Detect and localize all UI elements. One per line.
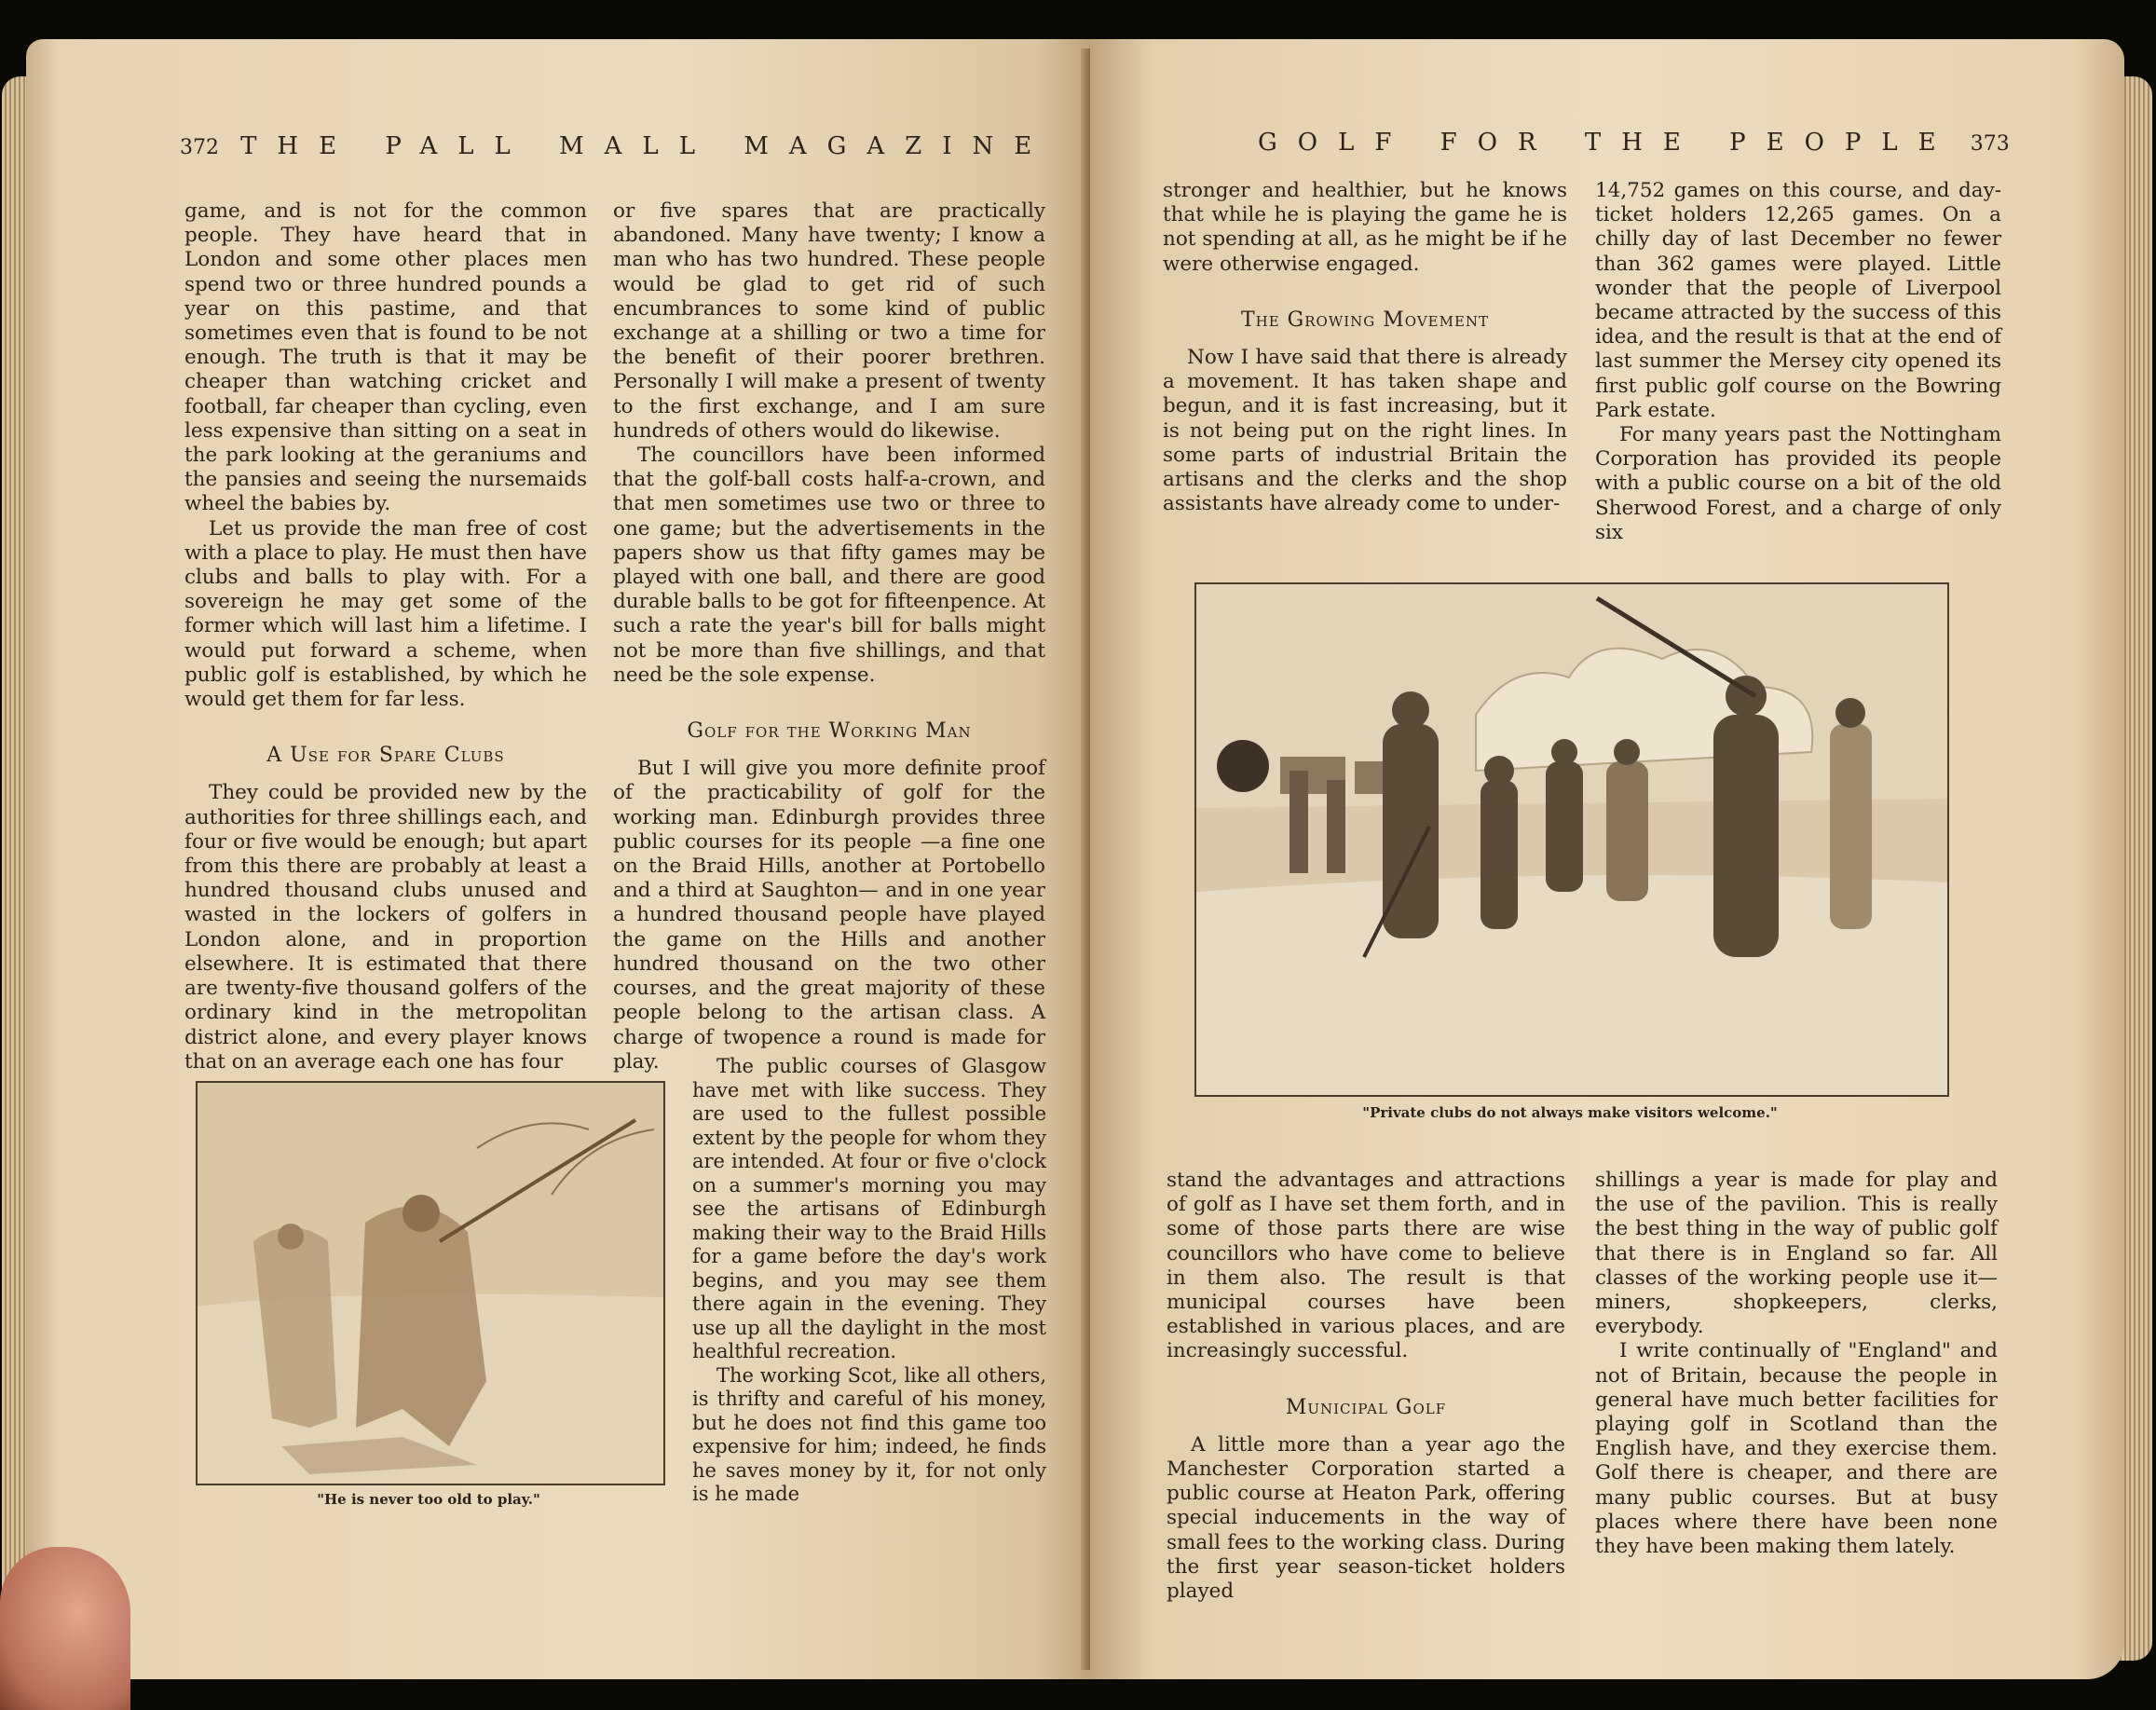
illustration-golf-course-group	[1194, 582, 1949, 1097]
open-book	[0, 21, 2156, 1698]
right-column-2-top	[1595, 179, 2001, 545]
paragraph: or five spares that are practically abandoned. Many have twenty; I know a man who has two hundred. These people would be glad to get rid of such encumbrances to some kind of public exchange at a shilling or two a time for the benefit of their poorer brethren. Personally I will make a present of twenty to the first exchange, and I am sure hundreds of others would do likewise.	[613, 199, 1045, 443]
paragraph: I write continually of "England" and not of Britain, because the people in general have much better facilities for playing golf in Scotland than the English have, and they exercise them. Golf there is cheaper, and there are many public courses. But at busy places where there have been none they have been making them lately.	[1595, 1339, 1998, 1559]
running-head: THE PALL MALL MAGAZINE	[240, 132, 1053, 160]
left-header	[180, 132, 1052, 160]
right-column-1-top	[1163, 179, 1567, 516]
right-column-1-bottom	[1167, 1169, 1565, 1604]
paragraph: The public courses of Glasgow have met with like success. They are used to the fullest possible extent by the people for whom they are intended. At four or five o'clock on a summer's morning you may see the artisans of Edinburgh making their way to the Braid Hills for a game before the day's work begins, and you may see them there again in the evening. They use up all the daylight in the most healthful recreation.	[692, 1055, 1046, 1362]
paragraph: stand the advantages and attractions of golf as I have set them forth, and in some of those parts there are wise councillors who have come to believe in them also. The result is that municipal courses have been established in various places, and are increasingly successful.	[1167, 1169, 1565, 1363]
paragraph: But I will give you more definite proof of the practicability of golf for the working man. Edinburgh provides three public courses for its people —a fine one on the Braid Hills, another at Portobello and a third at Saughton— and in one year a hundred thousand people have played the game on the Hills and another hundred thousand on the two other courses, and the great majority of these people belong to the artisan class. A charge of twopence a round is made for play.	[613, 757, 1045, 1074]
golf-group-sketch	[1196, 584, 1947, 1095]
paragraph: 14,752 games on this course, and day-ticket holders 12,265 games. On a chilly day of last December no fewer than 362 games were played. Little wonder that the people of Liverpool became attracted by the success of this idea, and the result is that at the end of last summer the Mersey city opened its first public golf course on the Bowring Park estate.	[1595, 179, 2001, 422]
paragraph: The councillors have been informed that the golf-ball costs half-a-crown, and that men sometimes use two or three to one game; but the advertisements in the papers show us that fifty games may be played with one ball, and there are good durable balls to be got for fifteenpence. At such a rate the year's bill for balls might not be more than five shillings, and that need be the sole expense.	[613, 444, 1045, 687]
page-number: 373	[1970, 132, 2010, 156]
left-column-2-continued	[692, 1055, 1046, 1507]
section-heading: Municipal Golf	[1285, 1395, 1447, 1419]
right-column-2-bottom	[1595, 1169, 1998, 1559]
thumb	[0, 1547, 130, 1710]
paragraph: For many years past the Nottingham Corporation has provided its people with a public course on a bit of the old Sherwood Forest, and a charge of only six	[1595, 423, 2001, 544]
section-heading: Golf for the Working Man	[687, 719, 972, 744]
left-page	[26, 39, 1099, 1679]
right-header	[1258, 129, 2010, 157]
golfer-sketch	[198, 1083, 663, 1484]
paragraph: shillings a year is made for play and the use of the pavilion. This is really the best thing in the way of public golf that there is in England so far. All classes of the working people use it—miners, shopkeepers, clerks, everybody.	[1595, 1169, 1998, 1339]
page-number: 372	[180, 136, 219, 159]
paragraph: game, and is not for the common people. They have heard that in London and some other places men spend two or three hundred pounds a year on this pastime, and that sometimes even that is found to be not enough. The truth is that it may be cheaper than watching cricket and football, far cheaper than cycling, even less expensive than sitting on a seat in the park looking at the geraniums and the pansies and seeing the nursemaids wheel the babies by.	[184, 199, 587, 516]
left-column-2	[613, 199, 1045, 1074]
section-heading: A Use for Spare Clubs	[266, 744, 505, 768]
paragraph: stronger and healthier, but he knows that while he is playing the game he is not spending at all, as he might be if he were otherwise engaged.	[1163, 179, 1567, 276]
paragraph: Now I have said that there is already a movement. It has taken shape and begun, and it is fast increasing, but it is not being put on the right lines. In some parts of industrial Britain the artisans and the clerks and the shop assistants have already come to under-	[1163, 346, 1567, 516]
running-head: GOLF FOR THE PEOPLE	[1258, 129, 1957, 157]
paragraph: They could be provided new by the authorities for three shillings each, and four or five would be enough; but apart from this there are probably at least a hundred thousand clubs unused and wasted in the lockers of golfers in London alone, and in proportion elsewhere. It is estimated that there are twenty-five thousand golfers of the ordinary kind in the metropolitan district alone, and every player knows that on an average each one has four	[184, 781, 587, 1074]
illustration-elderly-golfer	[196, 1081, 665, 1485]
section-heading: The Growing Movement	[1240, 308, 1490, 332]
figure-caption: "He is never too old to play."	[317, 1491, 540, 1508]
paragraph: Let us provide the man free of cost with a place to play. He must then have clubs and balls to play with. For a sovereign he may get some of the former which will last him a lifetime. I would put forward a scheme, when public golf is established, by which he would get them for far less.	[184, 516, 587, 712]
paragraph: The working Scot, like all others, is thrifty and careful of his money, but he does not find this game too expensive for him; indeed, he finds he saves money by it, for not only is he made	[692, 1363, 1046, 1505]
paragraph: A little more than a year ago the Manchester Corporation started a public course at Heaton Park, offering special inducements in the way of small fees to the working class. During the first year season-ticket holders played	[1167, 1432, 1565, 1604]
right-page	[1090, 39, 2124, 1679]
left-column-1	[184, 199, 587, 1074]
figure-caption: "Private clubs do not always make visitors welcome."	[1362, 1104, 1778, 1121]
